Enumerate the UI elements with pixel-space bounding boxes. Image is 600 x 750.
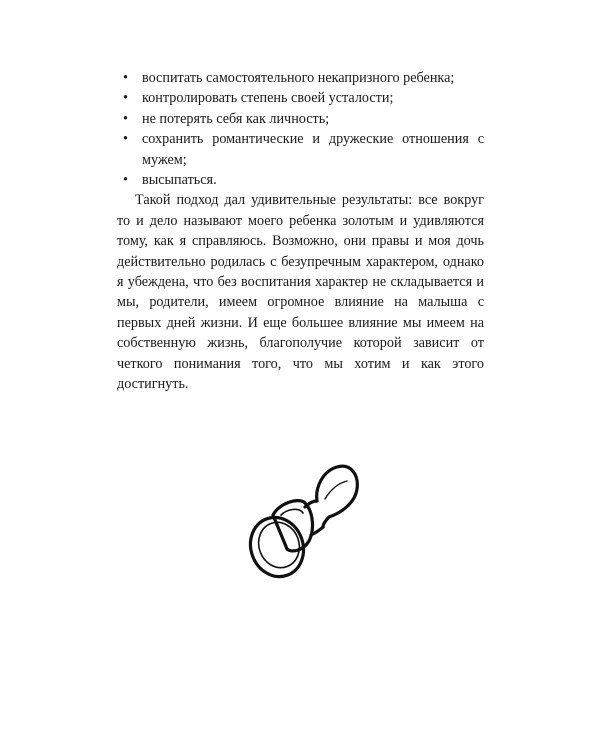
bullet-item: [117, 88, 484, 108]
bullet-item: [117, 68, 484, 88]
bullet-text: воспитать самостоятельного некапризного ребенка;: [142, 70, 455, 86]
bullet-text: сохранить романтические и дружеские отношения с мужем;: [142, 131, 484, 168]
pacifier-icon: [243, 457, 361, 584]
bullet-text: не потерять себя как личность;: [142, 110, 330, 127]
bullet-item: [117, 170, 484, 190]
bullet-marker: •: [123, 90, 128, 107]
bullet-marker: •: [123, 110, 128, 127]
bullet-text: контролировать степень своей усталости;: [142, 90, 394, 107]
bullet-marker: •: [123, 70, 128, 86]
bullet-marker: •: [123, 172, 128, 189]
bullet-item: [117, 129, 484, 170]
bullet-list: [117, 68, 484, 190]
body-paragraph: Такой подход дал удивительные результаты: все вокруг то и дело называют моего ребенка золотым и удивляются тому, как я справляюсь. Возможно, они правы и моя дочь действительно родилась с безупречным характером, однако я убеждена, что без воспитания характер не складывается и мы, родители, имеем огромное влияние на малыша с первых дней жизни. И еще большее влияние мы имеем на собственную жизнь, благополучие которой зависит от четкого понимания того, что мы хотим и как этого достигнуть.: [117, 192, 484, 393]
bullet-marker: •: [123, 131, 128, 148]
bullet-text: высыпаться.: [142, 172, 217, 189]
bullet-item: [117, 109, 484, 129]
text-block: [117, 68, 484, 395]
